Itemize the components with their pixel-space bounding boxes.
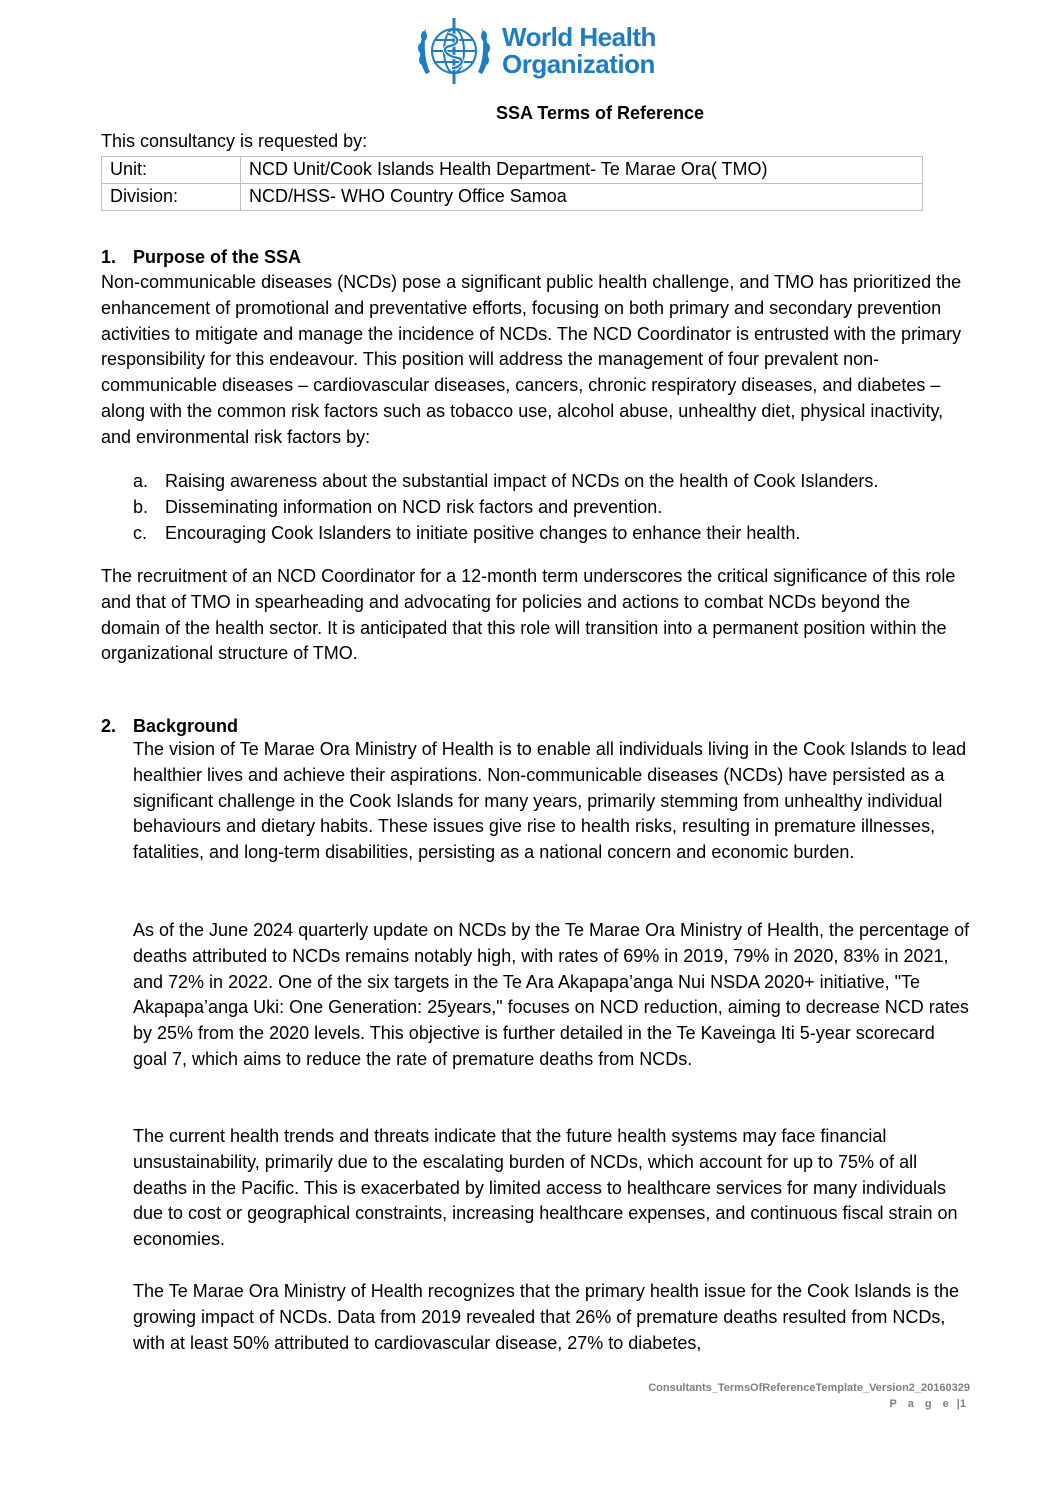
table-row <box>102 184 923 211</box>
list-item <box>133 520 971 546</box>
list-marker: b. <box>133 497 149 517</box>
section-number: 2. <box>101 716 117 736</box>
who-wordmark <box>502 24 656 78</box>
footer-template-name: Consultants_TermsOfReferenceTemplate_Version2_20160329 <box>648 1382 970 1394</box>
section-heading-background <box>101 715 238 737</box>
list-item-text: Encouraging Cook Islanders to initiate positive changes to enhance their health. <box>165 523 801 543</box>
table-row <box>102 157 923 184</box>
section-heading-purpose <box>101 246 301 268</box>
unit-value: NCD Unit/Cook Islands Health Department- Te Marae Ora( TMO) <box>241 157 923 184</box>
background-paragraph-1: The vision of Te Marae Ora Ministry of Health is to enable all individuals living in the Cook Islands to lead healthier lives and achieve their aspirations. Non-communicable diseases (NCDs) have persisted as a significant challenge in the Cook Islands for many years, primarily stemming from unhealthy individual behaviours and dietary habits. These issues give rise to health risks, resulting in premature illnesses, fatalities, and long-term disabilities, persisting as a national concern and economic burden. <box>133 739 967 863</box>
background-paragraph-2: As of the June 2024 quarterly update on NCDs by the Te Marae Ora Ministry of Health, the percentage of deaths attributed to NCDs remains notably high, with rates of 69% in 2019, 79% in 2020, 83% in 2021, and 72% in 2022. One of the six targets in the Te Ara Akapapa’anga Nui NSDA 2020+ initiative, "Te Akapapa’anga Uki: One Generation: 25years," focuses on NCD reduction, aiming to decrease NCD rates by 25% from the 2020 levels. This objective is further detailed in the Te Kaveinga Iti 5-year scorecard goal 7, which aims to reduce the rate of premature deaths from NCDs. <box>133 920 970 1069</box>
unit-label: Unit: <box>102 157 241 184</box>
division-value: NCD/HSS- WHO Country Office Samoa <box>241 184 923 211</box>
who-logo <box>414 14 664 88</box>
footer-page-number <box>890 1398 970 1410</box>
wordmark-line-2: Organization <box>502 49 655 79</box>
list-item <box>133 468 971 494</box>
purpose-list <box>133 468 971 546</box>
purpose-closing-paragraph: The recruitment of an NCD Coordinator for a 12-month term underscores the critical significance of this role and that of TMO in spearheading and advocating for policies and actions to combat NCDs beyond the domain of the health sector. It is anticipated that this role will transition into a permanent position within the organizational structure of TMO. <box>101 566 956 664</box>
list-item-text: Disseminating information on NCD risk factors and prevention. <box>165 497 663 517</box>
list-marker: c. <box>133 523 148 543</box>
background-paragraph-4: The Te Marae Ora Ministry of Health recognizes that the primary health issue for the Cook Islands is the growing impact of NCDs. Data from 2019 revealed that 26% of premature deaths resulted from NCDs, with at least 50% attributed to cardiovascular disease, 27% to diabetes, <box>133 1281 960 1353</box>
list-marker: a. <box>133 471 149 491</box>
document-title: SSA Terms of Reference <box>495 103 705 123</box>
list-item <box>133 494 971 520</box>
page-separator: | <box>956 1398 960 1410</box>
list-item-text: Raising awareness about the substantial impact of NCDs on the health of Cook Islanders. <box>165 471 879 491</box>
info-table <box>101 156 923 211</box>
who-emblem-icon <box>414 14 494 88</box>
division-label: Division: <box>102 184 241 211</box>
section-number: 1. <box>101 247 117 267</box>
background-paragraph-3: The current health trends and threats indicate that the future health systems may face financial unsustainability, primarily due to the escalating burden of NCDs, which account for up to 75% of all deaths in the Pacific. This is exacerbated by limited access to healthcare services for many individuals due to cost or geographical constraints, increasing healthcare expenses, and continuous fiscal strain on economies. <box>133 1126 958 1250</box>
purpose-intro-paragraph: Non-communicable diseases (NCDs) pose a significant public health challenge, and TMO has prioritized the enhancement of promotional and preventative efforts, focusing on both primary and secondary prevention activities to mitigate and manage the incidence of NCDs. The NCD Coordinator is entrusted with the primary responsibility for this endeavour. This position will address the management of four prevalent non-communicable diseases – cardiovascular diseases, cancers, chronic respiratory diseases, and diabetes – along with the common risk factors such as tobacco use, alcohol abuse, unhealthy diet, physical inactivity, and environmental risk factors by: <box>101 272 962 447</box>
page-label: P a g e <box>889 1398 953 1410</box>
section-title: Purpose of the SSA <box>133 247 302 267</box>
wordmark-line-1: World Health <box>502 22 656 52</box>
requested-by-label: This consultancy is requested by: <box>101 131 368 151</box>
section-title: Background <box>133 716 239 736</box>
page-number: 1 <box>959 1398 970 1410</box>
